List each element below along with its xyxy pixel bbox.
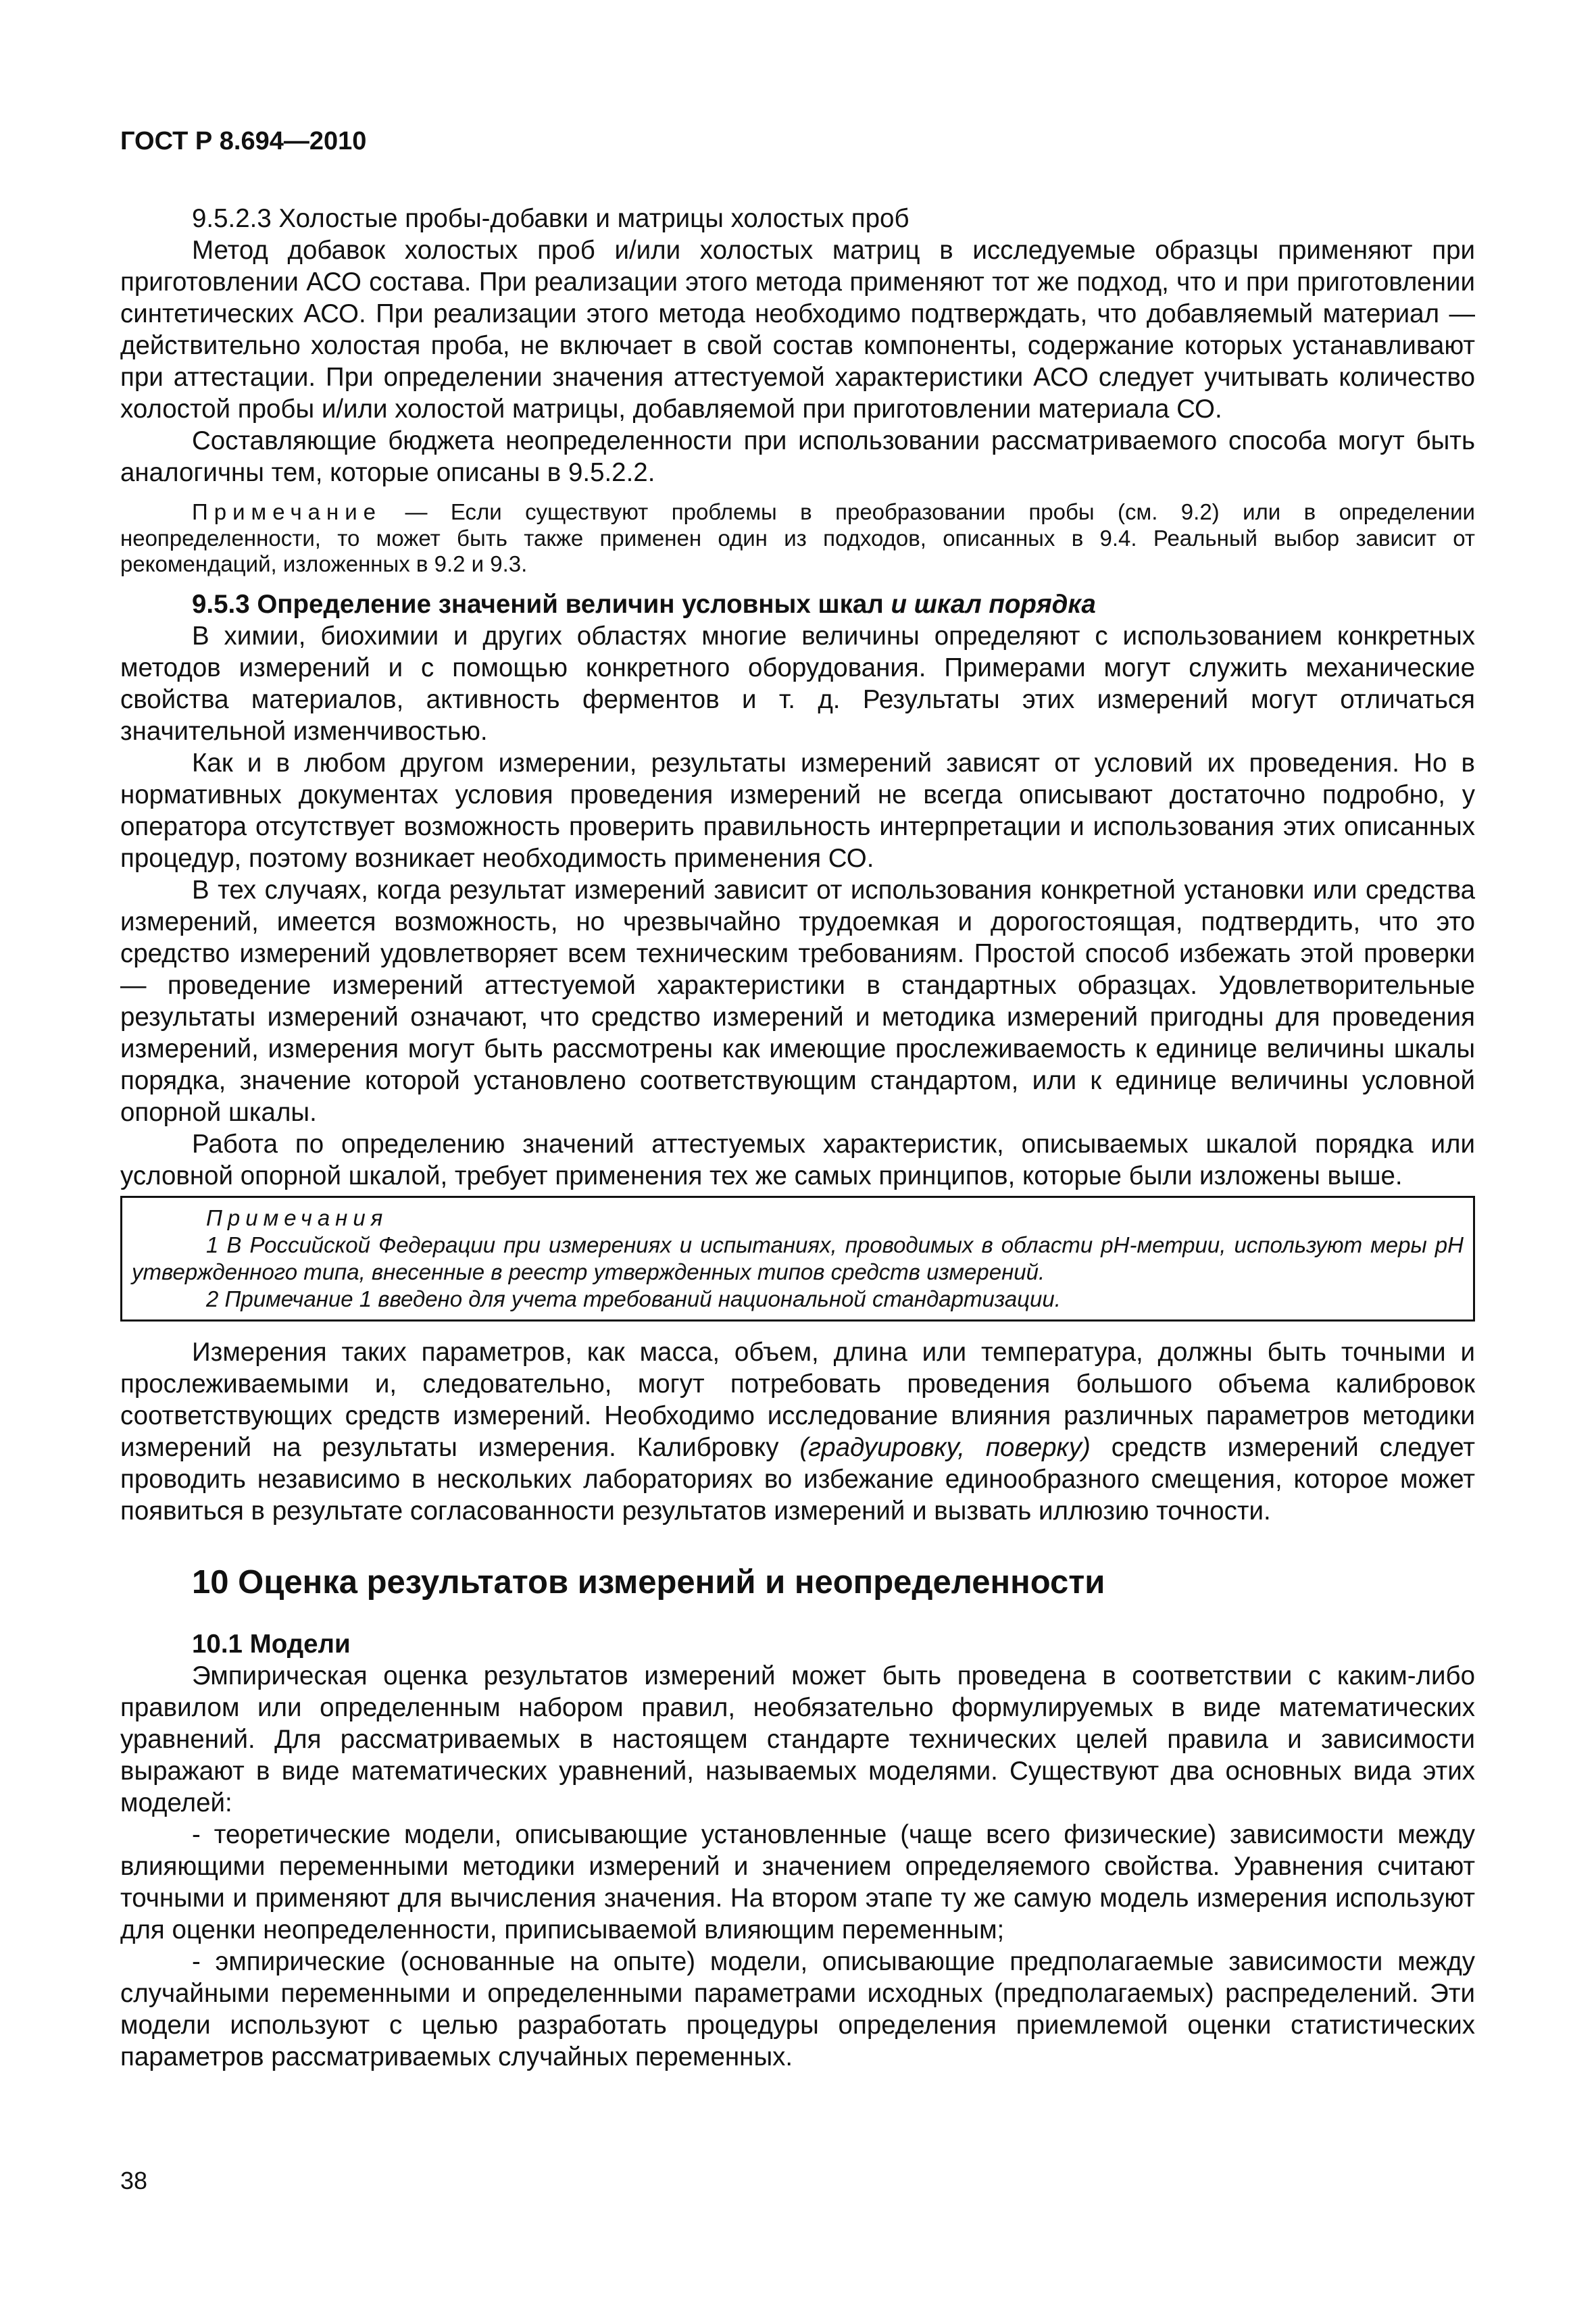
paragraph: Эмпирическая оценка результатов измерений может быть проведена в соответствии с каким-либо правилом или определенным набором правил, необязательно формулируемых в виде математических уравнений. Для рассматриваемых в настоящем стандарте технических целей правила и зависимости выражают в виде математических уравнений, называемых моделями. Существуют два основных вида этих моделей: [120,1661,1475,1817]
paragraph: Как и в любом другом измерении, результаты измерений зависят от условий их проведения. Но в нормативных документах условия проведения измерений не всегда описывают достаточно подробно, у оператора отсутствует возможность проверить правильность интерпретации и использования этих описанных процедур, поэтому возникает необходимость применения СО. [120,748,1475,873]
notes-box-item: 1 В Российской Федерации при измерениях и испытаниях, проводимых в области рН-метрии, используют меры рН утвержденного типа, внесенные в реестр утвержденных типов средств измерений. [132,1232,1464,1284]
notes-box-item: 2 Примечание 1 введено для учета требований национальной стандартизации. [206,1286,1061,1311]
notes-box [120,1196,1475,1322]
paragraph [120,1336,1475,1527]
section-953-title-bold: 9.5.3 Определение значений величин условных шкал [192,589,884,619]
section-953-title [120,588,1475,620]
list-item: - эмпирические (основанные на опыте) модели, описывающие предполагаемые зависимости между случайными переменными и определенными параметрами исходных (предполагаемых) распределений. Эти модели используют с целью разработать процедуры определения приемлемой оценки статистических параметров рассматриваемых случайных переменных. [120,1946,1475,2071]
section-101-title: 10.1 Модели [192,1629,351,1659]
note-label: Примечание [192,499,382,524]
paragraph-part: средств измерений следует проводить независимо в нескольких лабораториях во избежание единообразного смещения, которое может появиться в результате согласованности результатов измерений и вызвать иллюзию точности. [120,1432,1475,1526]
page-number: 38 [120,2167,148,2194]
paragraph-italic: (градуировку, поверку) [799,1432,1091,1462]
section-953-title-italic: и шкал порядка [891,589,1096,619]
page-body [120,203,1475,2073]
note [120,499,1475,578]
note-text: — Если существуют проблемы в преобразовании пробы (см. 9.2) или в определении неопределенности, то может быть также применен один из подходов, описанных в 9.4. Реальный выбор зависит от рекомендаций, изложенных в 9.2 и 9.3. [120,499,1475,576]
paragraph: В химии, биохимии и других областях многие величины определяют с использованием конкретных методов измерений и с помощью конкретного оборудования. Примерами могут служить механические свойства материалов, активность ферментов и т. д. Результаты этих измерений могут отличаться значительной изменчивостью. [120,621,1475,746]
paragraph: В тех случаях, когда результат измерений зависит от использования конкретной установки или средства измерений, имеется возможность, но чрезвычайно трудоемкая и дорогостоящая, подтвердить, что это средство измерений удовлетворяет всем техническим требованиям. Простой способ избежать этой проверки — проведение измерений аттестуемой характеристики в стандартных образцах. Удовлетворительные результаты измерений означают, что средство измерений и методика измерений пригодны для проведения измерений, измерения могут быть рассмотрены как имеющие прослеживаемость к единице величины шкалы порядка, значение которой установлено соответствующим стандартом, или к единице величины условной опорной шкалы. [120,875,1475,1127]
paragraph-part: Измерения таких параметров, как масса, объем, длина или температура, должны быть точными и прослеживаемыми и, следовательно, могут потребовать проведения большого объема калибровок соответствующих средств измерений. Необходимо исследование влияния различных параметров методики измерений на результаты измерения. Калибровку [120,1337,1475,1462]
section-9523-title: 9.5.2.3 Холостые пробы-добавки и матрицы холостых проб [192,204,909,233]
paragraph: Работа по определению значений аттестуемых характеристик, описываемых шкалой порядка или условной опорной шкалой, требует применения тех же самых принципов, которые были изложены выше. [120,1129,1475,1190]
document-header: ГОСТ Р 8.694—2010 [120,127,367,155]
paragraph: Метод добавок холостых проб и/или холостых матриц в исследуемые образцы применяют при приготовлении АСО состава. При реализации этого метода применяют тот же подход, что и при приготовлении синтетических АСО. При реализации этого метода необходимо подтверждать, что добавляемый материал — действительно холостая проба, не включает в свой состав компоненты, содержание которых устанавливают при аттестации. При определении значения аттестуемой характеристики АСО следует учитывать количество холостой пробы и/или холостой матрицы, добавляемой при приготовлении материала СО. [120,236,1475,424]
list-item: - теоретические модели, описывающие установленные (чаще всего физические) зависимости между влияющими переменными методики измерений и значением определяемого свойства. Уравнения считают точными и применяют для вычисления значения. На втором этапе ту же самую модель измерения используют для оценки неопределенности, приписываемой влияющим переменным; [120,1819,1475,1944]
section-10-title: 10 Оценка результатов измерений и неопределенности [192,1563,1105,1601]
paragraph: Составляющие бюджета неопределенности при использовании рассматриваемого способа могут быть аналогичны тем, которые описаны в 9.5.2.2. [120,426,1475,487]
notes-box-title: Примечания [206,1205,389,1230]
